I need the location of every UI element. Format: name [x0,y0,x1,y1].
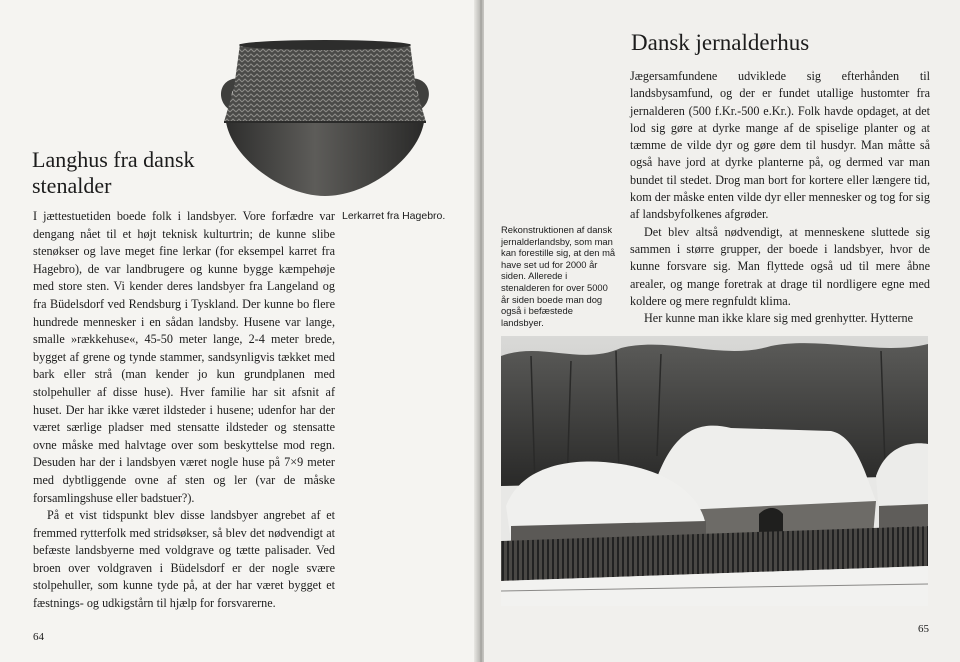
vessel-caption: Lerkarret fra Hagebro. [342,210,446,222]
page-number-right: 65 [918,623,929,635]
right-body-text [630,68,930,327]
right-paragraph-2: Det blev altså nødvendigt, at menneskene sluttede sig sammen i større grupper, der boede i landsbyer, hvor de kunne forsvare sig. Man flyttede også ud til mere åbne arealer, og mange foretrak at drage til nordligere egne med koldere og mere regnfuldt klima. [630,224,930,308]
left-paragraph-2: På et vist tidspunkt blev disse landsbyer angrebet af et fremmed rytterfolk med stridsøkser, så blev det nødvendigt at befæste landsbyerne med voldgrave og tætte palisader. Ved broen over voldgraven i Büdelsdorf er der nogle svære stolpehuller, som kunne tyde på, at der har været bygget et fæstnings- og udkigstårn til hjælp for forsvarerne. [33,508,335,611]
photo-caption: Rekonstruktionen af dansk jernalderlandsby, som man kan forestille sig, at den må have set ud for 2000 år siden. Allerede i stenalderen for over 5000 år siden boede man dog også i befæstede landsbyer. [501,224,616,328]
clay-vessel-image [212,38,438,200]
right-page-title: Dansk jernalderhus [631,30,810,55]
right-paragraph-3: Her kunne man ikke klare sig med grenhytter. Hytterne [644,311,914,326]
left-paragraph-1: I jættestuetiden boede folk i landsbyer. Vore forfædre var dengang nået til et højt teknisk kulturtrin; de kunne slibe stenøkser og lave meget fine lerkar (for eksempel karret fra Hagebro), de var landbrugere og kunne bygge kæmpehøje med store sten. Vi kender deres landsbyer fra Langeland og fra Büdelsdorf ved Rendsburg i Tyskland. Der kunne bo flere hundrede mennesker i en sådan landsby. Husene var lange, smalle »rækkehuse«, 45-50 meter lange, 2-4 meter brede, bygget af grene og tynde stammer, sandsynligvis tækket med bark eller strå (man kender jo kun grundplanen med stolpehuller af disse huse). Hver familie har sit afsnit af huset. Der har ikke været ildsteder i husene; udenfor har der været særlige pladser med stensatte ildsteder og stensatte ovne måske med halvtage over som beskyttelse mod regn. Desuden har der i landsbyen været nogle huse på 7×9 meter med dybtliggende ovne af sten og ler (var de måske forsamlingshuse eller badstuer?). [33,209,335,505]
left-page-title: Langhus fra dansk stenalder [32,147,195,198]
iron-age-village-photo [501,336,928,606]
right-paragraph-1: Jægersamfundene udviklede sig efterhånden til landsbysamfund, og der er fundet utallige hustomter fra jernalderen (500 f.Kr.-500 e.Kr.). Folk havde opdaget, at det lod sig gøre at dyrke mange af de spiselige planter og at tæmme de vilde dyr og gøre dem til husdyr. Man måtte så også have jord at dyrke planterne på, og dermed var man bundet til stedet. Drog man bort for kortere eller længere tid, kom der måske enten vilde dyr eller mennesker og tog for sig af landsbyfolkenes afgrøder. [630,69,930,222]
page-number-left: 64 [33,631,44,643]
right-page [484,0,960,662]
left-page [0,0,478,662]
left-body-text [33,208,335,613]
